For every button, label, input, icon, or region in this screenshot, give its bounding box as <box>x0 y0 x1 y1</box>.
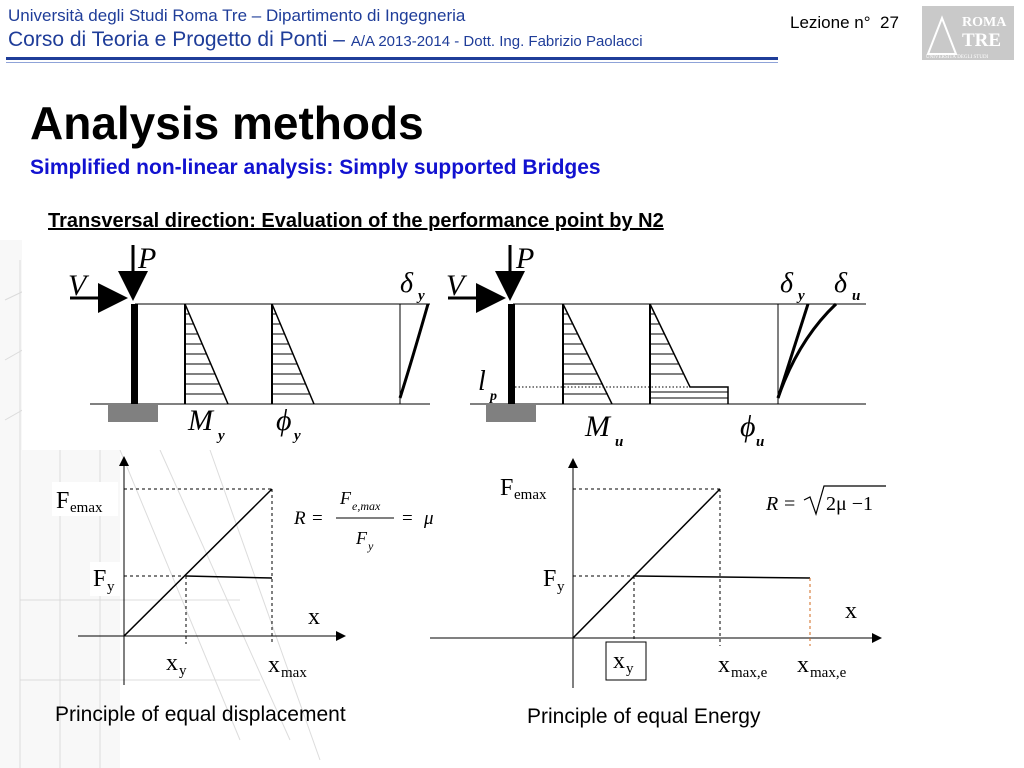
left-Femax-sub: emax <box>70 500 103 516</box>
svg-text:=: = <box>402 508 413 529</box>
right-delta-y-sub: y <box>798 288 805 304</box>
right-xmax1-x: x <box>718 652 730 678</box>
left-P-label: P <box>138 242 157 275</box>
right-Fy-F: F <box>543 566 557 592</box>
svg-text:e,max: e,max <box>352 499 381 513</box>
right-xy-x: x <box>613 648 625 674</box>
right-foundation <box>486 404 536 422</box>
logo-line2: TRE <box>962 30 1002 51</box>
svg-text:2μ −1: 2μ −1 <box>826 493 874 515</box>
right-lp: l <box>478 366 486 397</box>
left-M-sub: y <box>218 428 225 444</box>
caption-equal-displacement: Principle of equal displacement <box>55 703 346 726</box>
left-force-displacement-graph <box>52 458 434 685</box>
right-delta-y: δ <box>780 268 794 299</box>
right-lp-sub: p <box>490 389 497 404</box>
right-delta-u-sub: u <box>852 288 861 304</box>
course-detail: A/A 2013-2014 - Dott. Ing. Fabrizio Paolacci <box>350 33 643 50</box>
lesson-value: 27 <box>879 13 899 32</box>
right-V-label: V <box>446 269 465 302</box>
left-plastic-line <box>186 576 272 578</box>
right-force-displacement-graph <box>430 460 886 688</box>
section-heading: Transversal direction: Evaluation of the performance point by N2 <box>48 210 664 232</box>
right-M-sub: u <box>615 434 624 450</box>
left-xy-x: x <box>166 650 178 676</box>
right-elastic-line <box>573 489 720 638</box>
right-formula <box>765 486 886 515</box>
svg-text:=: = <box>784 493 796 515</box>
course-main: Corso di Teoria e Progetto di Ponti – <box>8 28 351 51</box>
left-x-label: x <box>308 604 320 630</box>
left-Fy-F: F <box>93 566 107 592</box>
right-Fy-sub: y <box>557 579 565 595</box>
right-xmax1-sub: max,e <box>731 665 768 681</box>
right-M: M <box>585 410 610 443</box>
left-formula <box>293 488 434 553</box>
left-phi: ϕ <box>276 404 292 437</box>
right-P-label: P <box>516 242 535 275</box>
left-delta-sub: y <box>418 288 425 304</box>
svg-text:F: F <box>340 488 351 508</box>
right-pier <box>508 304 515 404</box>
logo-line1: ROMA <box>962 15 1007 30</box>
left-foundation <box>108 404 158 422</box>
svg-text:y: y <box>368 539 374 553</box>
right-plastic-line <box>634 576 810 578</box>
right-xy-sub: y <box>626 661 634 677</box>
caption-equal-energy: Principle of equal Energy <box>527 705 761 728</box>
left-xy-sub: y <box>179 663 187 679</box>
right-xmax2-x: x <box>797 652 809 678</box>
logo-line3: UNIVERSITÀ DEGLI STUDI <box>926 55 989 60</box>
right-x-label: x <box>845 598 857 624</box>
svg-text:=: = <box>312 508 323 529</box>
left-V-label: V <box>68 269 87 302</box>
lesson-label: Lezione n° <box>790 13 871 32</box>
right-Femax-sub: emax <box>514 487 547 503</box>
page-subtitle: Simplified non-linear analysis: Simply supported Bridges <box>30 156 601 179</box>
left-delta: δ <box>400 268 414 299</box>
svg-text:μ: μ <box>424 508 434 529</box>
left-elastic-line <box>124 489 272 636</box>
page-title: Analysis methods <box>30 97 424 149</box>
university-name: Università degli Studi Roma Tre – Dipartimento di Ingegneria <box>8 6 466 25</box>
svg-text:R: R <box>766 493 779 515</box>
left-pier <box>131 304 138 404</box>
right-xmax2-sub: max,e <box>810 665 847 681</box>
svg-text:F: F <box>356 528 367 548</box>
right-Femax-F: F <box>500 475 514 501</box>
svg-text:R: R <box>294 508 306 529</box>
right-delta-u: δ <box>834 268 848 299</box>
left-M: M <box>188 404 213 437</box>
right-phi: ϕ <box>740 410 756 443</box>
left-phi-sub: y <box>294 428 301 444</box>
left-Fy-sub: y <box>107 579 115 595</box>
right-phi-sub: u <box>756 434 765 450</box>
left-Femax-F: F <box>56 488 70 514</box>
left-xmax-sub: max <box>281 665 307 681</box>
left-xmax-x: x <box>268 652 280 678</box>
